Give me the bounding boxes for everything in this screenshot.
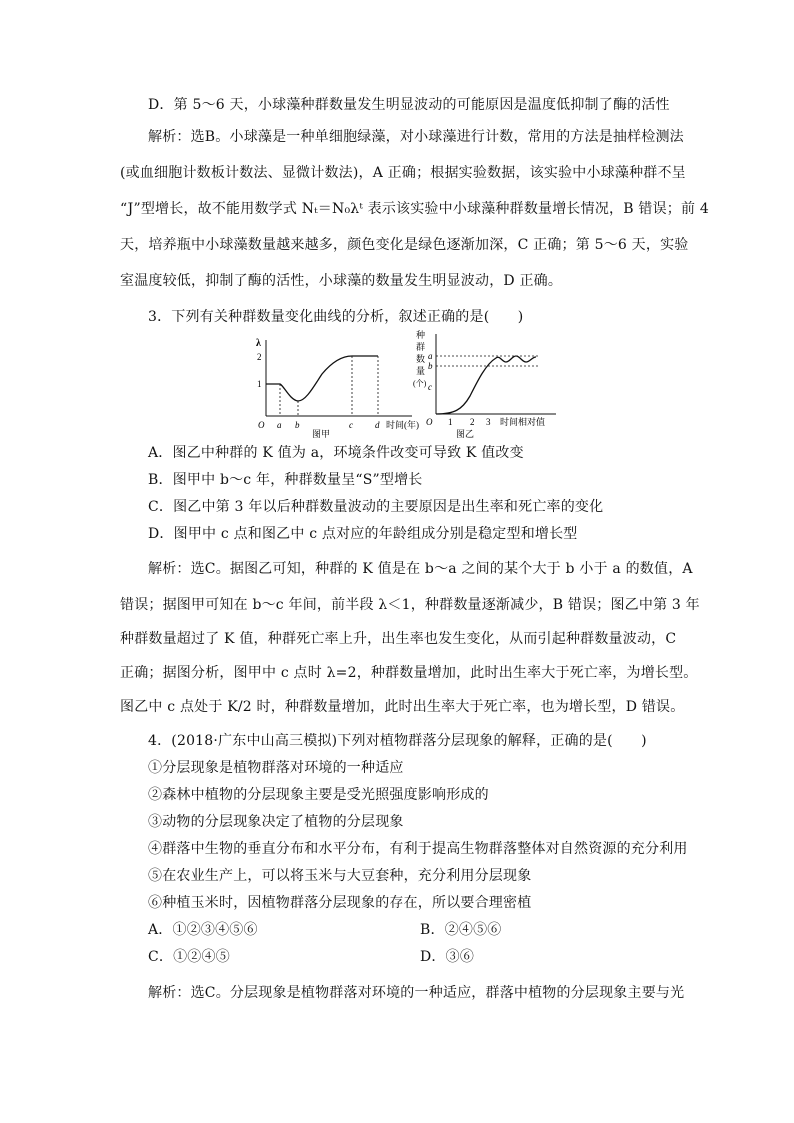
q2-analysis-line: 解析：选B。小球藻是一种单细胞绿藻，对小球藻进行计数，常用的方法是抽样检测法 (148, 129, 684, 145)
q3-analysis-line: 图乙中 c 点处于 K/2 时，种群数量增加，此时出生率大于死亡率，也为增长型，D 错误。 (120, 699, 685, 715)
fig-yi-x-tick: 1 (448, 417, 453, 427)
fig-yi-y-axis-label: (个) (413, 379, 427, 388)
q4-item: ②森林中植物的分层现象主要是受光照强度影响形成的 (148, 787, 489, 803)
fig-jia-x-tick: O (258, 420, 265, 430)
fig-yi-y-tick: c (428, 382, 432, 392)
q4-item: ⑥种植玉米时，因植物群落分层现象的存在，所以要合理密植 (148, 895, 532, 911)
q3-analysis-line: 正确；据图分析，图甲中 c 点时 λ=2，种群数量增加，此时出生率大于死亡率，为增长型。 (120, 665, 698, 681)
q4-option-b: B．②④⑤⑥ (420, 922, 502, 938)
fig-jia-x-tick: b (295, 420, 300, 430)
fig-yi-y-axis-label: 群 (416, 342, 426, 352)
q3-option: D．图甲中 c 点和图乙中 c 点对应的年龄组成分别是稳定型和增长型 (148, 526, 578, 542)
q3-analysis-line: 解析：选C。据图乙可知，种群的 K 值是在 b～a 之间的某个大于 b 小于 a 的数值，A (148, 561, 693, 577)
fig-yi-y-axis-label: 量 (416, 366, 426, 376)
fig-jia-x-tick: d (375, 420, 380, 430)
q4-option-a: A．①②③④⑤⑥ (148, 922, 258, 938)
fig-yi-y-axis-label: 种 (416, 330, 426, 340)
q4-analysis-start: 解析：选C。分层现象是植物群落对环境的一种适应，群落中植物的分层现象主要与光 (148, 985, 685, 1001)
q3-option: C．图乙中第 3 年以后种群数量波动的主要原因是出生率和死亡率的变化 (148, 499, 604, 515)
fig-yi-x-tick: O (426, 417, 433, 427)
fig-yi-y-tick: b (428, 361, 433, 371)
fig-jia-x-axis-label: 时间(年) (386, 420, 419, 430)
q3-analysis-line: 种群数量超过了 K 值，种群死亡率上升，出生率也发生变化，从而引起种群数量波动，C (120, 631, 677, 647)
fig-jia-y-axis-label: λ (256, 338, 261, 349)
figure-yi (412, 326, 562, 440)
fig-jia-x-tick: c (349, 420, 353, 430)
q2-analysis-line: 天，培养瓶中小球藻数量越来越多，颜色变化是绿色逐渐加深，C 正确；第 5～6 天，实验 (120, 237, 689, 253)
q4-item: ④群落中生物的垂直分布和水平分布，有利于提高生物群落整体对自然资源的充分利用 (148, 841, 688, 857)
q2-option-d: D．第 5～6 天，小球藻种群数量发生明显波动的可能原因是温度低抑制了酶的活性 (148, 97, 670, 113)
fig-jia-caption: 图甲 (312, 429, 331, 438)
fig-yi-y-axis-label: 数 (416, 354, 426, 364)
q2-analysis-line: (或血细胞计数板计数法、显微计数法)，A 正确；根据实验数据，该实验中小球藻种群不呈 (120, 165, 686, 181)
q4-option-d: D．③⑥ (420, 949, 475, 965)
q4-item: ①分层现象是植物群落对环境的一种适应 (148, 760, 404, 776)
q3-analysis-line: 错误；据图甲可知在 b～c 年间，前半段 λ＜1，种群数量逐渐减少，B 错误；图乙中第 3 年 (120, 597, 700, 613)
q2-analysis-line: “J”型增长，故不能用数学式 Nₜ＝N₀λᵗ 表示该实验中小球藻种群数量增长情况，B 错误；前 4 (120, 201, 709, 217)
figure-jia (250, 334, 430, 438)
fig-jia-y-tick: 2 (257, 352, 262, 362)
fig-jia-y-tick: 1 (257, 379, 262, 389)
fig-yi-x-tick: 3 (486, 417, 491, 427)
q2-analysis-line: 室温度较低，抑制了酶的活性，小球藻的数量发生明显波动，D 正确。 (120, 273, 563, 289)
fig-yi-x-tick: 2 (470, 417, 475, 427)
q4-item: ③动物的分层现象决定了植物的分层现象 (148, 814, 404, 830)
q3-option: A．图乙中种群的 K 值为 a，环境条件改变可导致 K 值改变 (148, 445, 524, 461)
q3-stem: 3．下列有关种群数量变化曲线的分析，叙述正确的是( ) (148, 309, 524, 325)
fig-jia-x-tick: a (277, 420, 282, 430)
q4-stem: 4．(2018·广东中山高三模拟)下列对植物群落分层现象的解释，正确的是( ) (148, 733, 647, 749)
fig-yi-caption: 图乙 (456, 429, 475, 439)
q4-option-c: C．①②④⑤ (148, 949, 230, 965)
q4-item: ⑤在农业生产上，可以将玉米与大豆套种，充分利用分层现象 (148, 868, 532, 884)
q3-option: B．图甲中 b～c 年，种群数量呈“S”型增长 (148, 472, 423, 488)
fig-yi-x-axis-label: 时间相对值 (500, 417, 546, 427)
fig-yi-y-tick: a (428, 351, 433, 361)
